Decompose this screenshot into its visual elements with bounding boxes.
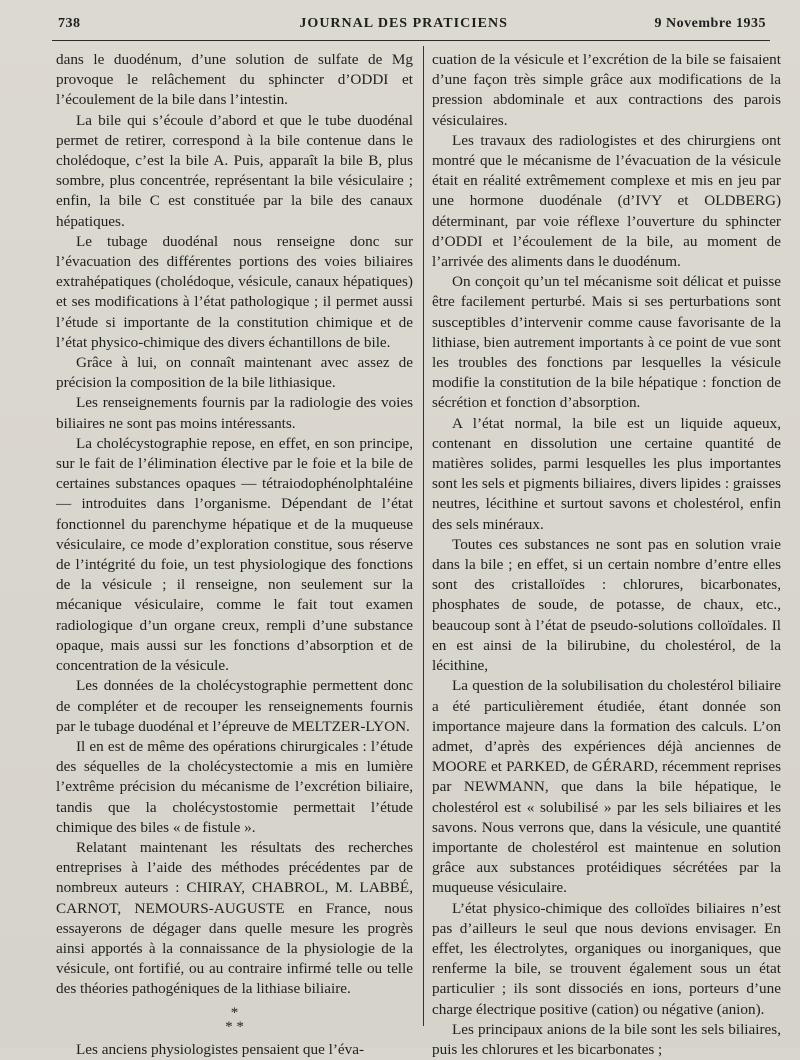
header-rule — [52, 40, 770, 41]
paragraph: Grâce à lui, on connaît maintenant avec assez de précision la composition de la bile lithiasique. — [56, 354, 413, 392]
paragraph: L’état physico-chimique des colloïdes biliaires n’est pas d’ailleurs le seul que nous devions envisager. En effet, les électrolytes, organiques ou inorganiques, que renferme la bile, se trouvent également sous un état particulier ; ils sont dissociés en ions, porteurs d’une charge électrique positive (cation) ou négative (anion). — [432, 899, 781, 1018]
left-column — [56, 50, 413, 1060]
paragraph: Les renseignements fournis par la radiologie des voies biliaires ne sont pas moins intéressants. — [56, 394, 413, 432]
paragraph: La question de la solubilisation du cholestérol biliaire a été particulièrement étudiée, étant donnée son importance majeure dans la formation des calculs. L’on admet, d’après des expériences déjà anciennes de MOORE et PARKED, de GÉRARD, récemment reprises par NEWMANN, que dans la bile hépatique, le cholestérol est « solubilisé » par les sels biliaires et les savons. Nous verrons que, dans la vésicule, une quantité importante de cholestérol est maintenue en solution grâce aux substances protéidiques sécrétées par la muqueuse vésiculaire. — [432, 677, 781, 897]
section-break-bottom: * * — [225, 1018, 244, 1035]
paragraph: On conçoit qu’un tel mécanisme soit délicat et puisse être facilement perturbé. Mais si ses perturbations sont susceptibles d’intervenir comme cause favorisante de la lithiase, bien autrement importants à ce point de vue sont les troubles des fonctions par lesquelles la vésicule modifie la constitution de la bile hépatique : fonction de sécrétion et fonction d’absorption. — [432, 273, 781, 412]
paragraph: Les travaux des radiologistes et des chirurgiens ont montré que le mécanisme de l’évacuation de la vésicule était en réalité extrêmement complexe et mis en jeu par une hormone duodénale (d’IVY et OLDBERG) déterminant, par voie réflexe l’ouverture du sphincter d’ODDI et l’écoulement de la bile, au moment de l’arrivée des aliments dans le duodénum. — [432, 131, 781, 271]
paragraph: Relatant maintenant les résultats des recherches entreprises à l’aide des méthodes précédentes par de nombreux auteurs : CHIRAY, CHABROL, M. LABBÉ, CARNOT, NEMOURS-AUGUSTE en France, nous essayerons de dégager dans quelle mesure les progrès ainsi apportés à la connaissance de la physiologie de la vésicule, ont fortifié, ou au contraire infirmé telle ou telle des théories pathogéniques de la lithiase biliaire. — [56, 838, 413, 998]
paragraph: A l’état normal, la bile est un liquide aqueux, contenant en dissolution une certaine quantité de matières solides, parmi lesquelles les plus importantes sont les sels et pigments biliaires, divers lipides : graisses neutres, lécithine et surtout savons et cholestérol, enfin des sels minéraux. — [432, 414, 781, 533]
section-break — [56, 1006, 413, 1034]
paragraph: Il en est de même des opérations chirurgicales : l’étude des séquelles de la cholécystectomie a mis en lumière l’extrême précision du mécanisme de l’excrétion biliaire, tandis que la cholécystostomie permettait l’étude chimique des biles « de fistule ». — [56, 737, 413, 836]
paragraph: Le tubage duodénal nous renseigne donc sur l’évacuation des différentes portions des voies biliaires extrahépatiques (cholédoque, vésicule, canaux hépatiques) et ses modifications à l’état pathologique ; il permet aussi l’étude si importante de la constitution chimique et de l’état physico-chimique des divers échantillons de bile. — [56, 232, 413, 351]
paragraph: cuation de la vésicule et l’excrétion de la bile se faisaient d’une façon très simple grâce aux modifications de la pression abdominale et aux contractions des parois vésiculaires. — [432, 51, 781, 129]
paragraph: Les principaux anions de la bile sont les sels biliaires, puis les chlorures et les bicarbonates ; — [432, 1020, 781, 1058]
paragraph: Les données de la cholécystographie permettent donc de compléter et de recouper les renseignements fournis par le tubage duodénal et l’épreuve de MELTZER-LYON. — [56, 677, 413, 735]
page-number: 738 — [58, 16, 81, 31]
paragraph: Toutes ces substances ne sont pas en solution vraie dans la bile ; en effet, si un certain nombre d’entre elles sont des cristalloïdes : chlorures, bicarbonates, phosphates de soude, de potasse, de chaux, etc., beaucoup sont à l’état de pseudo-solutions colloïdales. Il en est ainsi de la bilirubine, du cholestérol, de la lécithine, — [432, 535, 781, 675]
section-break-top: * — [230, 1004, 239, 1021]
paragraph: La bile qui s’écoule d’abord et que le tube duodénal permet de retirer, correspond à la bile contenue dans le cholédoque, c’est la bile A. Puis, apparaît la bile B, plus sombre, plus concentrée, représentant la bile vésiculaire ; enfin, la bile C est constituée par la bile des canaux hépatiques. — [56, 111, 413, 230]
page-header — [58, 16, 766, 38]
column-divider — [423, 46, 424, 1026]
paragraph: La cholécystographie repose, en effet, en son principe, sur le fait de l’élimination élective par le foie et la bile de certaines substances opaques — tétraiodophénolphtaléine — introduites dans l’organisme. Dépendant de l’état fonctionnel du parenchyme hépatique et de la muqueuse vésiculaire, ce mode d’exploration constitue, sous réserve de l’intégrité du foie, un test physiologique des fonctions de la vésicule ; il renseigne, non seulement sur la mécanique vésiculaire, comme le fait tout examen radiologique d’un organe creux, rempli d’une substance opaque, mais aussi sur les fonctions d’absorption et de concentration de la vésicule. — [56, 434, 413, 675]
paragraph: dans le duodénum, d’une solution de sulfate de Mg provoque le relâchement du sphincter d’ODDI et l’écoulement de la bile dans l’intestin. — [56, 51, 413, 109]
issue-date: 9 Novembre 1935 — [654, 16, 766, 31]
right-column — [432, 50, 781, 1060]
journal-title: JOURNAL DES PRATICIENS — [299, 16, 508, 31]
paragraph: Les anciens physiologistes pensaient que l’éva- — [76, 1040, 365, 1058]
